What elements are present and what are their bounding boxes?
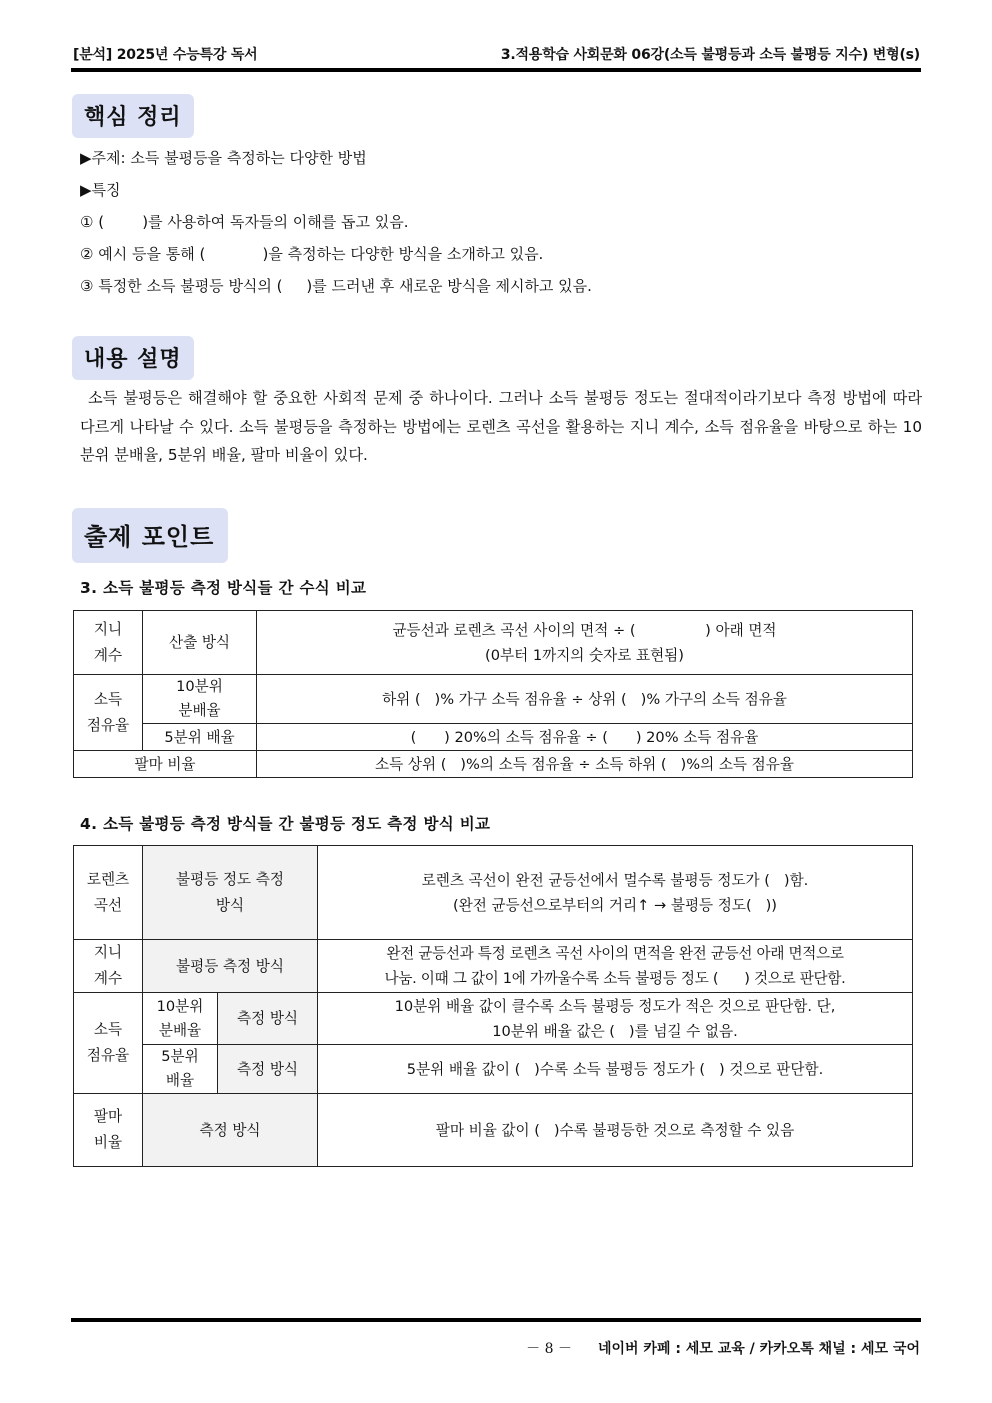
t2-quintile-desc: 5분위 배율 값이 ( )수록 소득 불평등 정도가 ( ) 것으로 판단함. [318, 1045, 913, 1094]
t2-gini-desc [318, 940, 913, 993]
t2-quintile-method: 측정 방식 [218, 1045, 318, 1094]
summary-title: 핵심 정리 [72, 94, 194, 138]
footer-rule [71, 1318, 921, 1322]
t1-decile-label: 10분위 분배율 [143, 675, 257, 724]
t2-decile-label: 10분위 분배율 [143, 993, 218, 1045]
content-paragraph: 소득 불평등은 해결해야 할 중요한 사회적 문제 중 하나이다. 그러나 소득 불평등 정도는 절대적이라기보다 측정 방법에 따라 다르게 나타날 수 있다. 소득 불평등을 측정하는 방법에는 로렌츠 곡선을 활용하는 지니 계수, 소득 점유율을 바탕으로 하는 10분위 분배율, 5분위 배율, 팔마 비율이 있다. [80, 389, 922, 464]
t1-gini-method: 산출 방식 [143, 611, 257, 675]
t2-lorenz-desc-line1: 로렌츠 곡선이 완전 균등선에서 멀수록 불평등 정도가 ( )함. [421, 871, 809, 889]
t1-gini-formula-line2: (0부터 1까지의 숫자로 표현됨) [485, 646, 684, 664]
t2-decile-method: 측정 방식 [218, 993, 318, 1045]
t1-gini-formula-line1: 균등선과 로렌츠 곡선 사이의 면적 ÷ ( ) 아래 면적 [392, 621, 777, 639]
t2-decile-desc [318, 993, 913, 1045]
t1-quintile-label: 5분위 배율 [143, 724, 257, 751]
t2-share-label: 소득 점유율 [74, 993, 143, 1094]
table1 [73, 610, 913, 778]
footer [526, 1338, 920, 1358]
page-number: － 8 － [526, 1341, 572, 1357]
t2-lorenz-desc-line2: (완전 균등선으로부터의 거리↑ → 불평등 정도( )) [452, 896, 777, 914]
t2-gini-method: 불평등 측정 방식 [143, 940, 318, 993]
t1-gini-label: 지니 계수 [74, 611, 143, 675]
t1-decile-formula: 하위 ( )% 가구 소득 점유율 ÷ 상위 ( )% 가구의 소득 점유율 [257, 675, 913, 724]
t2-gini-desc-line1: 완전 균등선과 특정 로렌츠 곡선 사이의 면적을 완전 균등선 아래 면적으로 [386, 945, 844, 962]
t2-lorenz-label: 로렌츠 곡선 [74, 846, 143, 940]
t2-decile-desc-line2: 10분위 배율 값은 ( )를 넘길 수 없음. [492, 1022, 738, 1040]
table1-title: 3. 소득 불평등 측정 방식들 간 수식 비교 [80, 579, 367, 597]
t1-palma-formula: 소득 상위 ( )%의 소득 점유율 ÷ 소득 하위 ( )%의 소득 점유율 [257, 751, 913, 778]
header-rule [71, 68, 921, 72]
header-left: [분석] 2025년 수능특강 독서 [73, 47, 258, 63]
summary-feature-label: ▶특징 [80, 181, 121, 199]
table2 [73, 845, 913, 1167]
summary-item-1: ① ( )를 사용하여 독자들의 이해를 돕고 있음. [80, 213, 409, 231]
t2-decile-desc-line1: 10분위 배율 값이 클수록 소득 불평등 정도가 적은 것으로 판단함. 단, [394, 997, 836, 1015]
t2-gini-label: 지니 계수 [74, 940, 143, 993]
t1-share-label: 소득 점유율 [74, 675, 143, 751]
t2-palma-label: 팔마 비율 [74, 1094, 143, 1167]
t2-lorenz-method: 불평등 정도 측정 방식 [143, 846, 318, 940]
header-right: 3.적용학습 사회문화 06강(소득 불평등과 소득 불평등 지수) 변형(s) [500, 47, 920, 63]
footer-text: 네이버 카페 : 세모 교육 / 카카오톡 채널 : 세모 국어 [597, 1341, 920, 1357]
content-title: 내용 설명 [72, 336, 194, 380]
t2-quintile-label: 5분위 배율 [143, 1045, 218, 1094]
points-title: 출제 포인트 [72, 508, 228, 563]
table2-title: 4. 소득 불평등 측정 방식들 간 불평등 정도 측정 방식 비교 [80, 815, 491, 833]
t2-gini-desc-line2: 나눔. 이때 그 값이 1에 가까울수록 소득 불평등 정도 ( ) 것으로 판단함. [384, 970, 846, 987]
t1-palma-label: 팔마 비율 [74, 751, 257, 778]
t2-lorenz-desc [318, 846, 913, 940]
t1-gini-formula [257, 611, 913, 675]
summary-item-3: ③ 특정한 소득 불평등 방식의 ( )를 드러낸 후 새로운 방식을 제시하고 있음. [80, 277, 592, 295]
summary-topic: ▶주제: 소득 불평등을 측정하는 다양한 방법 [80, 149, 367, 167]
summary-item-2: ② 예시 등을 통해 ( )을 측정하는 다양한 방식을 소개하고 있음. [80, 245, 544, 263]
t2-palma-desc: 팔마 비율 값이 ( )수록 불평등한 것으로 측정할 수 있음 [318, 1094, 913, 1167]
t2-palma-method: 측정 방식 [143, 1094, 318, 1167]
t1-quintile-formula: ( ) 20%의 소득 점유율 ÷ ( ) 20% 소득 점유율 [257, 724, 913, 751]
